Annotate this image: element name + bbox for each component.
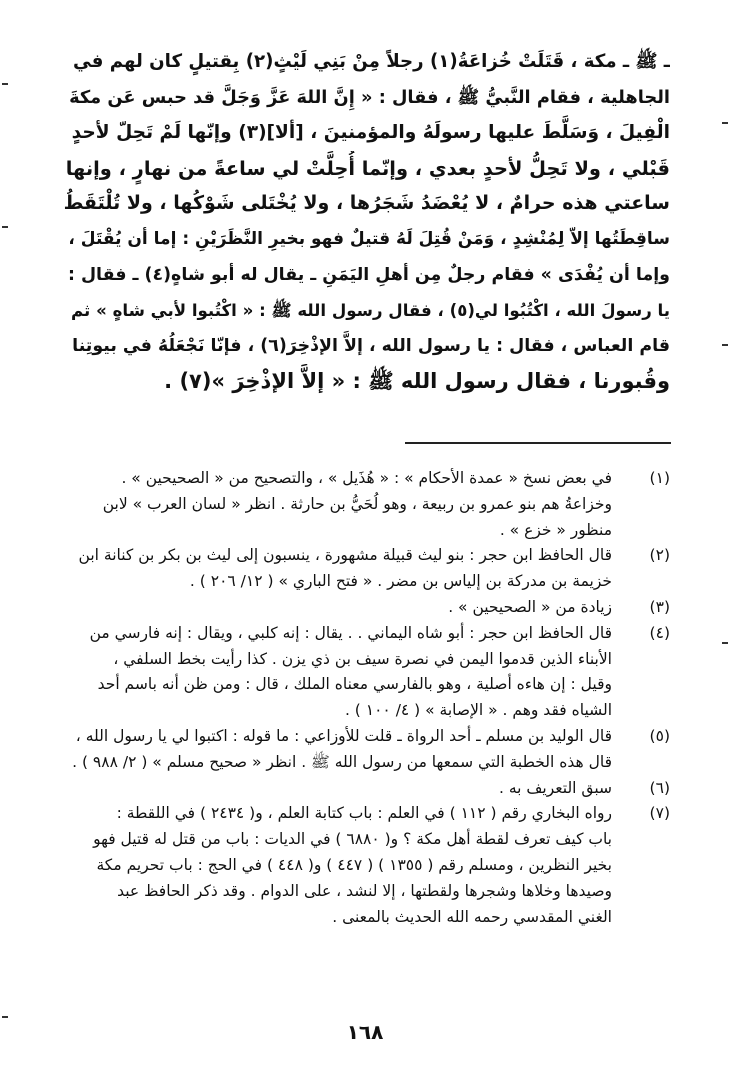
footnote — [62, 543, 670, 595]
main-text-line: الْفِيلَ ، وَسَلَّطَ عليها رسولَهُ والمؤمنينَ ، [ألا](٣) وإنّها لَمْ تَحِلّ لأحدٍ — [71, 122, 670, 144]
main-text-line: يا رسولَ الله ، اكْتُبُوا لي(٥) ، فقال رسول الله ﷺ : « اكْتُبوا لأبي شاهٍ » ثم — [71, 301, 670, 321]
footnote-line: الأبناء الذين قدموا اليمن في نصرة سيف بن ذي يزن . كذا رأيت بخط السلفي ، — [113, 649, 612, 668]
footnote-number: (٤) — [649, 623, 670, 642]
margin-mark — [722, 642, 728, 644]
footnote-number: (٢) — [649, 546, 670, 565]
main-text-line: ساعتي هذه حرامٌ ، لا يُعْضَدُ شَجَرُها ، ولا يُخْتَلى شَوْكُها ، ولا تُلْتَقَطُ — [63, 192, 670, 215]
footnote-line: باب كيف تعرف لقطة أهل مكة ؟ و( ٦٨٨٠ ) في الديات : باب من قتل له قتيل فهو — [93, 830, 612, 849]
footnote-line: منظور « خزع » . — [499, 520, 612, 539]
page-number: ١٦٨ — [346, 1020, 384, 1044]
footnote-line: وقيل : إن هاءه أصلية ، وهو بالفارسي معناه الملك ، قال : ومن ظن أنه باسم أحد — [97, 675, 612, 694]
footnote-line: قال الحافظ ابن حجر : أبو شاه اليماني . . يقال : إنه كلبي ، ويقال : إنه فارسي من — [89, 623, 612, 642]
footnote-number: (٦) — [649, 778, 670, 797]
footnote-separator — [405, 442, 671, 444]
main-text-line: قام العباس ، فقال : يا رسول الله ، إلاَّ الإذْخِرَ(٦) ، فإنّا نَجْعَلُهُ في بيوتِنا — [72, 335, 670, 356]
main-text-block — [62, 44, 670, 400]
footnote — [62, 801, 670, 930]
footnote-line: وخزاعةُ هم بنو عمرو بن ربيعة ، وهو لُحَيُّ بن حارثة . انظر « لسان العرب » لابن — [102, 494, 612, 513]
footnote — [62, 595, 670, 621]
margin-mark — [2, 226, 8, 228]
main-text-line: ساقِطَتُها إلاّ لِمُنْشِدٍ ، وَمَنْ قُتِلَ لَهُ قتيلٌ فهو بخيرِ النَّظَرَيْنِ : إما أن يُقْتَلَ ، — [68, 228, 670, 249]
footnotes-block — [62, 466, 670, 930]
footnote-line: سبق التعريف به . — [498, 778, 612, 797]
main-text-line: وقُبورنا ، فقال رسول الله ﷺ : « إلاَّ الإذْخِرَ »(٧) . — [164, 369, 670, 394]
footnote-number: (٣) — [649, 597, 670, 616]
margin-mark — [2, 83, 8, 85]
footnote-line: قال الحافظ ابن حجر : بنو ليث قبيلة مشهورة ، ينسبون إلى ليث بن بكر بن كنانة ابن — [78, 546, 612, 565]
margin-mark — [722, 122, 728, 124]
footnote — [62, 466, 670, 543]
footnote-line: وصيدها وخلاها وشجرها ولقطتها ، إلا لنشد ، على الدوام . وقد ذكر الحافظ عبد — [117, 881, 612, 900]
main-text-line: الجاهلية ، فقام النَّبيُّ ﷺ ، فقال : « إِنَّ اللهَ عَزَّ وَجَلَّ قد حبس عَن مكةَ — [69, 86, 670, 108]
footnote-line: خزيمة بن مدركة بن إلياس بن مضر . « فتح الباري » ( ١٢/ ٢٠٦ ) . — [189, 572, 612, 591]
footnote-number: (١) — [649, 469, 670, 487]
footnote-number: (٥) — [649, 726, 670, 745]
footnote — [62, 776, 670, 802]
footnote-line: زيادة من « الصحيحين » . — [448, 597, 612, 616]
margin-mark — [722, 344, 728, 346]
margin-mark — [2, 1016, 8, 1018]
footnote-line: بخير النظرين ، ومسلم رقم ( ١٣٥٥ ) ( ٤٤٧ ) و( ٤٤٨ ) في الحج : باب تحريم مكة — [96, 855, 612, 874]
footnote — [62, 724, 670, 776]
footnote-line: قال الوليد بن مسلم ـ أحد الرواة ـ قلت للأوزاعي : ما قوله : اكتبوا لي يا رسول الله ، — [75, 726, 612, 745]
main-text-line: وإما أن يُفْدَى » فقام رجلٌ مِن أهلِ اليَمَنِ ـ يقال له أبو شاهٍ(٤) ـ فقال : — [67, 264, 670, 285]
main-text-line: قَبْلي ، ولا تَحِلُّ لأحدٍ بعدي ، وإنّما أُحِلَّتْ لي ساعةً من نهارٍ ، وإنها — [65, 156, 670, 180]
main-text-line: ـ ﷺ ـ مكة ، قَتَلَتْ خُزاعَةُ(١) رجلاً مِنْ بَنِي لَيْثٍ(٢) بِقتيلٍ كان لهم في — [73, 51, 670, 72]
footnote-line: قال هذه الخطبة التي سمعها من رسول الله ﷺ . انظر « صحيح مسلم » ( ٢/ ٩٨٨ ) . — [72, 752, 612, 771]
footnote-line: في بعض نسخ « عمدة الأحكام » : « هُذَيل » ، والتصحيح من « الصحيحين » . — [121, 469, 612, 487]
footnote — [62, 621, 670, 724]
footnote-line: الشياه فقد وهم . « الإصابة » ( ٤/ ١٠٠ ) . — [344, 701, 612, 720]
footnote-line: الغني المقدسي رحمه الله الحديث بالمعنى . — [332, 907, 612, 926]
footnote-line: رواه البخاري رقم ( ١١٢ ) في العلم : باب كتابة العلم ، و( ٢٤٣٤ ) في اللقطة : — [116, 804, 612, 823]
footnote-number: (٧) — [649, 804, 670, 823]
